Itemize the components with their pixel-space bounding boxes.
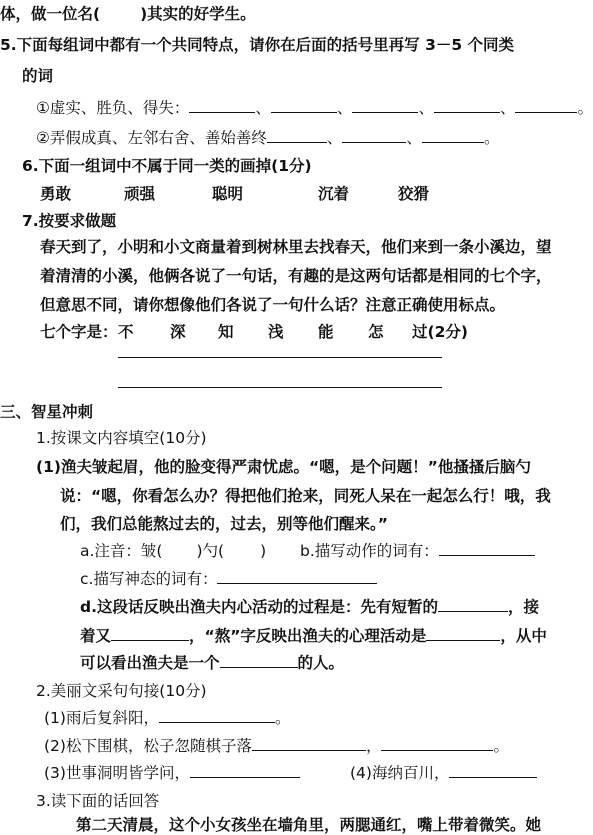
s2-item-3 — [44, 763, 300, 783]
s2-item-4 — [350, 763, 537, 783]
q7-char: 浅 — [268, 323, 284, 341]
text: 着又 — [80, 627, 112, 645]
answer-blank[interactable] — [159, 708, 275, 723]
question-5-item-1: ①虚实、胜负、得失： 、 、 、 、 。 — [36, 99, 593, 117]
q7-paragraph-line: 但意思不同，请你想像他们各说了一句什么话？注意正确使用标点。 — [40, 296, 506, 314]
answer-blank[interactable] — [434, 98, 500, 113]
q6-word-1[interactable]: 勇敢 — [40, 185, 72, 203]
item-label: ②弄假成真、左邻右舍、善始善终 — [36, 129, 267, 147]
answer-blank[interactable] — [449, 763, 537, 778]
text: (1)雨后复斜阳， — [44, 709, 159, 727]
q7-char: 能 — [318, 323, 334, 341]
q6-word-5[interactable]: 狡猾 — [398, 185, 430, 203]
text: 。 — [274, 709, 291, 727]
answer-blank[interactable] — [439, 541, 535, 556]
text: 。 — [493, 737, 509, 755]
answer-blank[interactable] — [190, 763, 300, 778]
item-label: ①虚实、胜负、得失： — [36, 99, 190, 117]
question-5-text-cont: 的词 — [22, 67, 54, 85]
answer-blank[interactable] — [111, 626, 189, 641]
q7-paragraph-line: 春天到了，小明和小文商量着到树林里去找春天，他们来到一条小溪边，望 — [40, 238, 552, 256]
question-5-text: 5.下面每组词中都有一个共同特点，请你在后面的括号里再写 3－5 个同类 — [0, 36, 515, 54]
answer-blank[interactable] — [271, 98, 337, 113]
s1-part-c — [80, 569, 377, 589]
q7-label: 七个字是： — [40, 323, 118, 341]
s1-part-a — [80, 541, 266, 561]
text: b.描写动作的词有： — [300, 542, 439, 560]
s1-part-d-line2 — [80, 626, 547, 646]
s1-part-d-line3 — [80, 653, 344, 673]
q7-answer-line[interactable] — [118, 387, 442, 388]
answer-blank[interactable] — [381, 736, 493, 751]
q7-paragraph-line: 着清清的小溪，他俩各说了一句话，有趣的是这两句话都是相同的七个字， — [40, 267, 552, 285]
text: ，从中 — [500, 627, 547, 645]
question-5-item-2: ②弄假成真、左邻右舍、善始善终 、 、 。 — [36, 129, 500, 147]
q6-word-3[interactable]: 聪明 — [212, 185, 244, 203]
text: ， — [365, 737, 382, 755]
question-6-text: 6.下面一组词中不属于同一类的画掉(1分) — [22, 157, 312, 175]
q7-char: 知 — [218, 323, 234, 341]
q7-answer-line[interactable] — [118, 357, 442, 358]
q7-char-with-score: 过(2分) — [412, 323, 468, 341]
answer-blank[interactable] — [342, 128, 406, 143]
q7-char: 不 — [118, 323, 134, 341]
answer-blank[interactable] — [220, 653, 298, 668]
q7-char: 怎 — [368, 323, 384, 341]
text: a.注音：皱( — [80, 542, 163, 560]
s2-item-1 — [44, 708, 290, 728]
answer-blank[interactable] — [426, 626, 500, 641]
text: c.描写神态的词有： — [80, 570, 218, 588]
section-3-question-1: 1.按课文内容填空(10分) — [36, 429, 207, 447]
answer-blank[interactable] — [352, 98, 418, 113]
answer-blank[interactable] — [217, 569, 377, 584]
text: d.这段话反映出渔夫内心活动的过程是：先有短暂的 — [80, 598, 438, 616]
text: (3)世事洞明皆学问， — [44, 764, 190, 782]
s1-part-d-line1 — [80, 597, 539, 617]
line-fill-name — [0, 4, 256, 24]
answer-blank[interactable] — [422, 128, 484, 143]
s1-passage-line: 们，我们总能熬过去的，过去，别等他们醒来。” — [60, 515, 388, 533]
text: 的人。 — [297, 654, 345, 672]
text: (2)松下围棋，松子忽随棋子落 — [44, 737, 252, 755]
section-3-heading: 三、智星冲刺 — [0, 403, 94, 421]
answer-blank[interactable] — [438, 597, 508, 612]
text: 体，做一位名( — [0, 5, 101, 23]
s1-passage-line: (1)渔夫皱起眉，他的脸变得严肃忧虑。“嗯，是个问题！”他搔搔后脑勺 — [36, 458, 531, 476]
text: (4)海纳百川， — [350, 764, 450, 782]
answer-blank[interactable] — [252, 736, 366, 751]
text: )其实的好学生。 — [140, 5, 256, 23]
answer-blank[interactable] — [189, 98, 255, 113]
answer-blank[interactable] — [515, 98, 577, 113]
question-7-text: 7.按要求做题 — [22, 212, 117, 230]
q6-word-2[interactable]: 顽强 — [124, 185, 156, 203]
answer-blank[interactable] — [267, 128, 327, 143]
s3-passage-line: 第二天清晨，这个小女孩坐在墙角里，两腮通红，嘴上带着微笑。她 — [76, 816, 542, 834]
s1-part-b — [300, 541, 535, 561]
s2-item-2 — [44, 736, 509, 756]
text: 可以看出渔夫是一个 — [80, 654, 220, 672]
section-3-question-3: 3.读下面的话回答 — [36, 792, 160, 810]
q7-char: 深 — [170, 323, 186, 341]
text: ，接 — [508, 598, 540, 616]
text: )勺( — [196, 542, 225, 560]
q6-word-4[interactable]: 沉着 — [318, 185, 350, 203]
s1-passage-line: 说：“嗯，你看怎么办？得把他们抢来，同死人呆在一起怎么行！哦，我 — [60, 487, 551, 505]
text: ，“熬”字反映出渔夫的心理活动是 — [189, 627, 427, 645]
text: ) — [260, 542, 267, 560]
section-3-question-2: 2.美丽文采句句接(10分) — [36, 682, 207, 700]
